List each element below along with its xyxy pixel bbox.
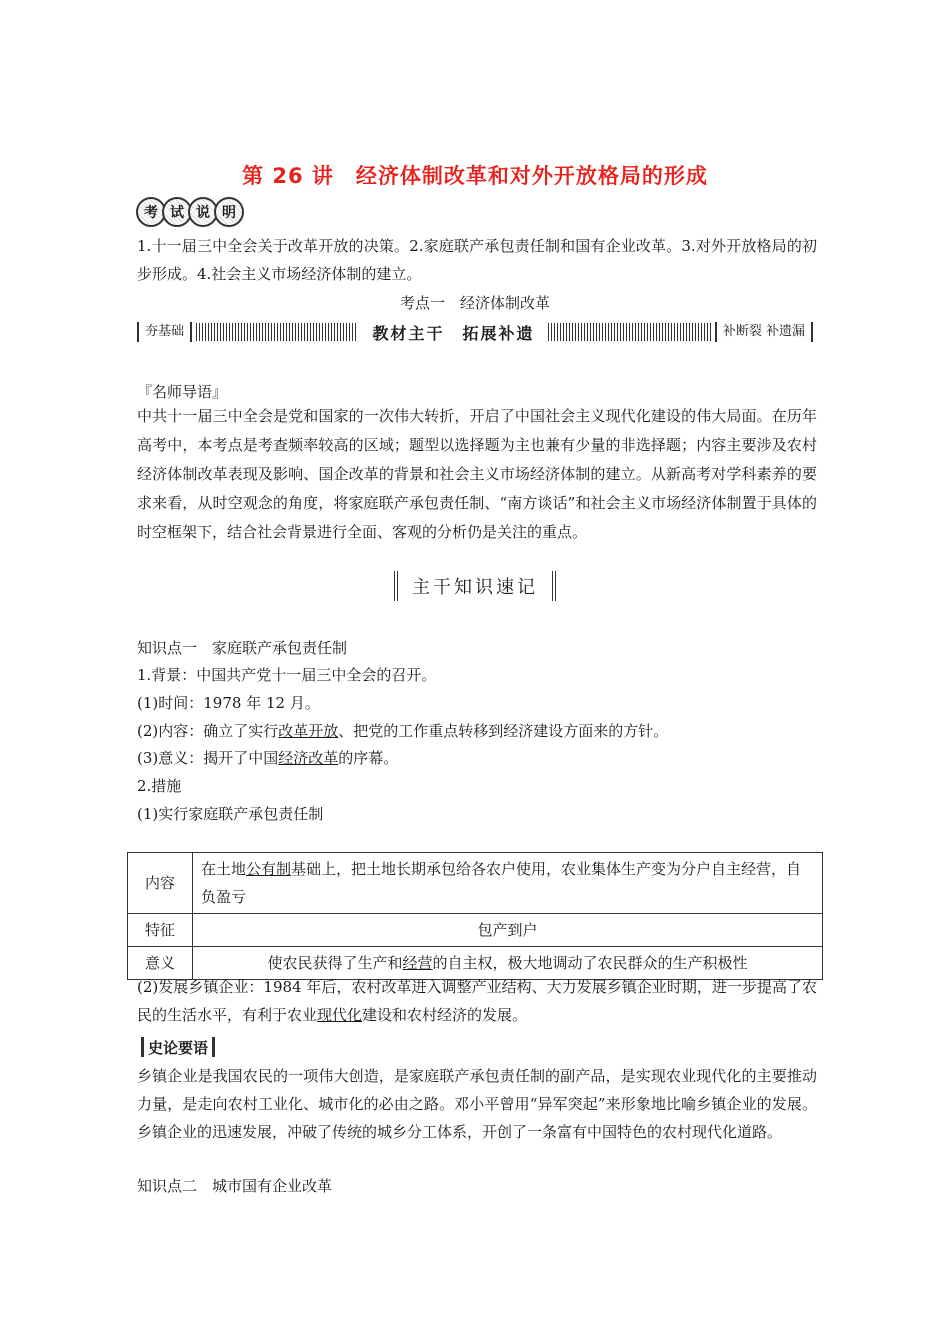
knowledge-heading xyxy=(0,571,950,601)
text-fragment: 、把党的工作重点转移到经济建设方面来的方针。 xyxy=(338,722,669,740)
table-key: 内容 xyxy=(128,853,193,914)
text-fragment: 基础上，把土地长期承包给各农户使用，农业集体生产变为分户自主经营，自负盈亏 xyxy=(201,860,802,906)
text-fragment: (3)意义：揭开了中国 xyxy=(137,749,279,767)
section-title: 考点一 经济体制改革 xyxy=(399,294,550,312)
kp1-measure-1: (1)实行家庭联产承包责任制 xyxy=(137,805,324,823)
underlined-term: 改革开放 xyxy=(278,722,339,740)
underlined-term: 公有制 xyxy=(246,860,292,878)
banner-right: 补断裂 补遗漏 xyxy=(715,322,813,342)
historical-remarks-text: 乡镇企业是我国农民的一项伟大创造，是家庭联产承包责任制的副产品，是实现农业现代化的主要推动力量，是走向农村工业化、城市化的必由之路。邓小平曾用“异军突起”来形象地比喻乡镇企业的发展。乡镇企业的迅速发展，冲破了传统的城乡分工体系，开创了一条富有中国特色的农村现代化道路。 xyxy=(137,1067,817,1141)
table-key: 特征 xyxy=(128,914,193,947)
exam-description: 1.十一届三中全会关于改革开放的决策。2.家庭联产承包责任制和国有企业改革。3.对外开放格局的初步形成。4.社会主义市场经济体制的建立。 xyxy=(137,237,817,283)
text-fragment: 的自主权，极大地调动了农民群众的生产积极性 xyxy=(432,954,748,972)
heading-bar xyxy=(141,1037,144,1057)
banner-center: 教材主干 拓展补遗 xyxy=(372,323,535,343)
text-fragment: 使农民获得了生产和 xyxy=(267,954,403,972)
text-fragment: (2)内容：确立了实行 xyxy=(137,722,279,740)
historical-remarks-heading xyxy=(137,1036,219,1058)
badge-char: 试 xyxy=(162,197,192,227)
underlined-term: 现代化 xyxy=(317,1006,363,1024)
section-banner xyxy=(137,318,813,346)
contract-system-table xyxy=(127,852,823,980)
table-cell xyxy=(193,853,823,914)
kp2-title: 知识点二 城市国有企业改革 xyxy=(137,1177,333,1195)
text-fragment: 建设和农村经济的发展。 xyxy=(362,1006,528,1024)
kp1-title: 知识点一 家庭联产承包责任制 xyxy=(137,639,348,657)
table-row xyxy=(128,853,823,914)
badge-char: 考 xyxy=(136,197,166,227)
kp1-background: 1.背景：中国共产党十一届三中全会的召开。 xyxy=(137,666,437,684)
banner-divider xyxy=(196,323,358,341)
kp1-measures: 2.措施 xyxy=(137,777,182,795)
underlined-term: 经营 xyxy=(402,954,433,972)
text-fragment: 的序幕。 xyxy=(338,749,399,767)
badge-char: 明 xyxy=(214,197,244,227)
badge-char: 说 xyxy=(188,197,218,227)
guide-text: 中共十一届三中全会是党和国家的一次伟大转折，开启了中国社会主义现代化建设的伟大局面。在历年高考中，本考点是考查频率较高的区域；题型以选择题为主也兼有少量的非选择题；内容主要涉及农村经济体制改革表现及影响、国企改革的背景和社会主义市场经济体制的建立。从新高考对学科素养的要求来看，从时空观念的角度，将家庭联产承包责任制、“南方谈话”和社会主义市场经济体制置于具体的时空框架下，结合社会背景进行全面、客观的分析仍是关注的重点。 xyxy=(137,407,817,541)
table-key: 意义 xyxy=(128,947,193,980)
kp1-time: (1)时间：1978 年 12 月。 xyxy=(137,694,320,712)
table-row xyxy=(128,914,823,947)
kp1-meaning xyxy=(137,746,398,770)
knowledge-heading-label: 主干知识速记 xyxy=(394,571,556,601)
lecture-title: 第 26 讲 经济体制改革和对外开放格局的形成 xyxy=(242,164,708,188)
banner-left: 夯基础 xyxy=(137,322,192,342)
underlined-term: 经济改革 xyxy=(278,749,339,767)
heading-bar xyxy=(212,1037,215,1057)
text-fragment: (2)发展乡镇企业：1984 年后，农村改革进入调整产业结构、大力发展乡镇企业时期，进一步提高了农民的生活水平，有利于农业 xyxy=(137,978,817,1024)
guide-heading: 『名师导语』 xyxy=(137,383,228,401)
table-cell: 包产到户 xyxy=(193,914,823,947)
kp1-content xyxy=(137,719,668,743)
text-fragment: 在土地 xyxy=(201,860,247,878)
heading-label: 史论要语 xyxy=(148,1038,209,1057)
township-enterprise-para xyxy=(137,973,817,1029)
banner-divider xyxy=(548,323,710,341)
exam-explanation-badge xyxy=(136,197,240,227)
